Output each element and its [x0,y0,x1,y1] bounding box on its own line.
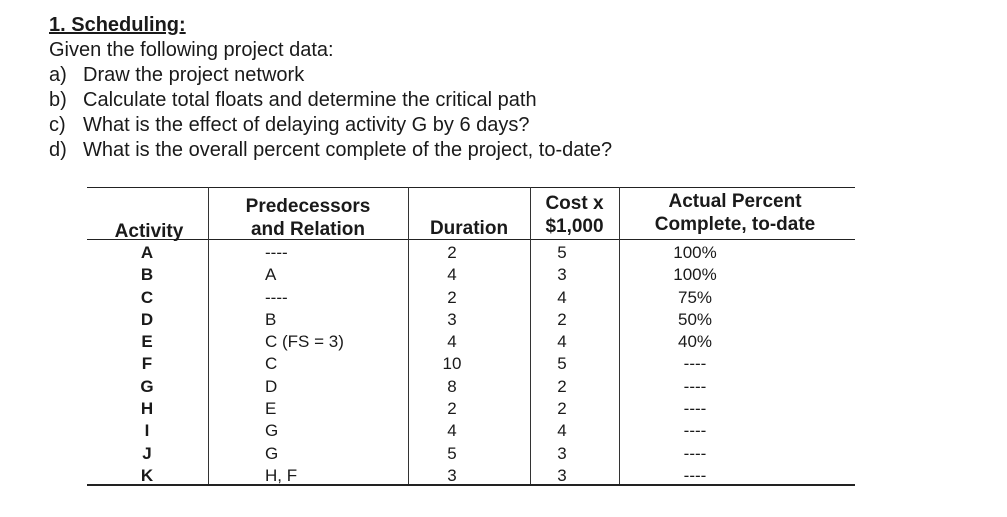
activity-column [127,242,167,487]
duration-cell: 2 [447,399,457,419]
problem-title: 1. Scheduling: [49,14,186,36]
column-divider [208,187,209,484]
question-item [49,88,612,113]
cost-cell: 3 [557,265,567,285]
question-letter: d) [49,139,67,161]
cost-cell: 4 [557,421,567,441]
question-item [49,138,612,163]
duration-cell: 8 [447,376,457,396]
question-letter: b) [49,89,67,111]
duration-cell: 4 [447,332,457,352]
problem-intro: Given the following project data: [49,39,334,61]
activity-cell: A [140,243,154,262]
header-predecessors [220,195,396,241]
project-data-table [87,187,855,487]
cost-cell: 4 [557,287,567,307]
header-percent-complete [635,190,835,236]
duration-cell: 4 [447,265,457,285]
predecessor-cell: C [265,354,278,374]
cost-cell: 4 [557,332,567,352]
percent-cell: ---- [683,443,707,463]
predecessor-cell: C (FS = 3) [265,332,344,352]
cost-cell: 2 [557,376,567,396]
predecessor-cell: G [265,443,279,463]
percent-cell: 50% [677,309,713,329]
percent-cell: ---- [683,354,707,374]
cost-cell: 5 [557,243,567,262]
predecessor-cell: D [265,376,278,396]
activity-cell: B [140,265,154,285]
column-divider [619,187,620,484]
question-item [49,113,612,138]
predecessors-column [265,242,405,487]
percent-cell: ---- [683,465,707,485]
question-text: Calculate total floats and determine the critical path [83,89,537,111]
activity-cell: G [140,376,154,396]
duration-cell: 3 [447,465,457,485]
percent-cell: 75% [677,287,713,307]
question-letter: c) [49,114,66,136]
duration-cell: 3 [447,309,457,329]
predecessor-cell: G [265,421,279,441]
cost-cell: 2 [557,309,567,329]
activity-cell: C [140,287,154,307]
percent-complete-column [655,242,735,487]
percent-cell: 100% [673,243,717,262]
activity-cell: I [144,421,150,441]
question-text: What is the effect of delaying activity G by 6 days? [83,114,530,136]
cost-cell: 3 [557,465,567,485]
percent-cell: ---- [683,376,707,396]
duration-cell: 2 [447,287,457,307]
header-predecessors-line1: Predecessors [245,196,371,217]
header-cost-line2: $1,000 [545,216,604,237]
activity-cell: D [140,309,154,329]
header-predecessors-line2: and Relation [250,219,365,240]
header-activity: Activity [114,221,184,242]
cost-cell: 2 [557,399,567,419]
duration-cell: 2 [447,243,457,262]
activity-cell: H [140,399,154,419]
duration-cell: 5 [447,443,457,463]
percent-cell: ---- [683,399,707,419]
predecessor-cell: H, F [265,465,298,485]
table-top-rule [87,187,855,188]
percent-cell: 100% [673,265,717,285]
cost-cell: 3 [557,443,567,463]
percent-cell: ---- [683,421,707,441]
header-cost-line1: Cost x [545,193,604,214]
duration-cell: 4 [447,421,457,441]
predecessor-cell: B [265,309,277,329]
activity-cell: F [141,354,153,374]
activity-cell: J [142,443,152,463]
question-item [49,63,612,88]
predecessor-cell: A [265,265,277,285]
percent-cell: 40% [677,332,713,352]
header-percent-line2: Complete, to-date [654,214,816,235]
predecessor-cell: ---- [265,243,288,262]
duration-column [432,242,472,487]
header-duration: Duration [429,218,509,239]
header-cost [530,192,619,238]
question-text: Draw the project network [83,64,305,86]
question-text: What is the overall percent complete of the project, to-date? [83,139,613,161]
predecessor-cell: ---- [265,287,288,307]
activity-cell: K [140,465,154,485]
question-letter: a) [49,64,67,86]
duration-cell: 10 [442,354,462,374]
cost-cell: 5 [557,354,567,374]
header-percent-line1: Actual Percent [668,191,802,212]
predecessor-cell: E [265,399,277,419]
cost-column [542,242,582,487]
activity-cell: E [141,332,153,352]
question-list [49,63,612,163]
